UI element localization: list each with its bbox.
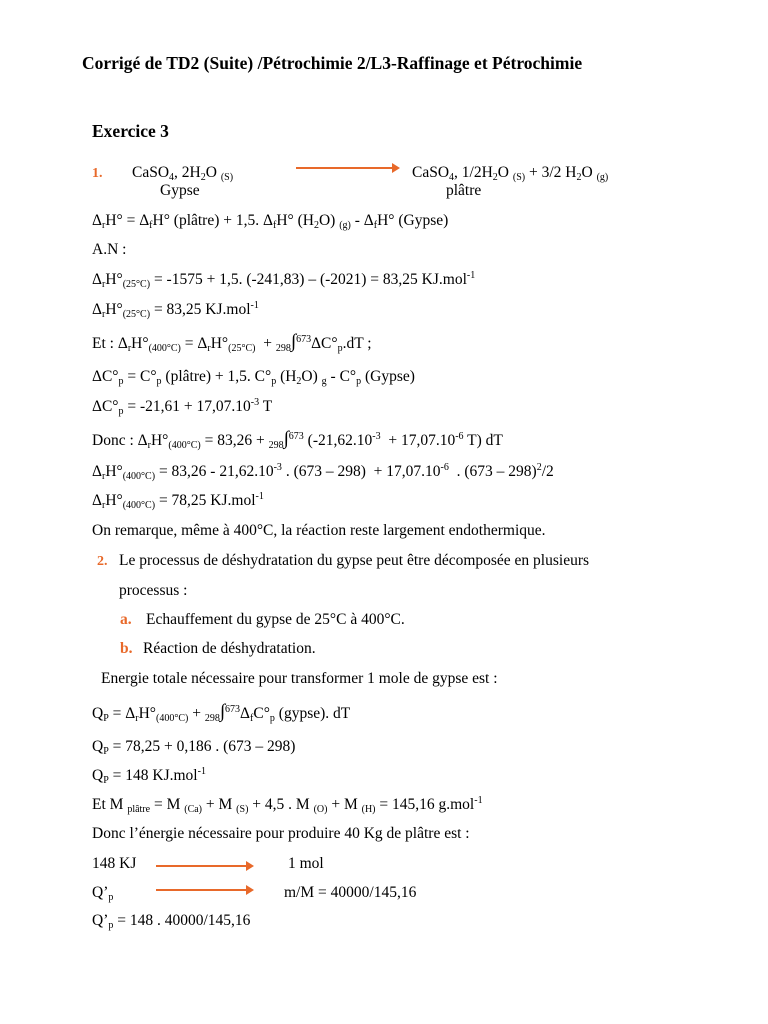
delta-cp-formula: $\Delta C^\circ_p = C^\circ_p$ (plâtre) + 1,5. $C^\circ_p$ $(H_2O)$ $_g - C^\circ_p$ (Gypse) xyxy=(92,368,415,387)
enthalpy-400-calc: $\Delta_rH^\circ_{(400^\circ C)} = 83,26 - 21,62.10^{-3}$ . $(673 - 298) + 17,07.10^{-6}$ . (673 – 298)$^2$/2 xyxy=(92,462,554,482)
item-b-label: b. xyxy=(120,640,133,657)
energy-text: Energie totale nécessaire pour transformer 1 mole de gypse est : xyxy=(101,670,498,687)
enthalpy-25: $\Delta_rH^\circ_{(25^\circ C)} = 83,25$ KJ.mol$^{-1}$ xyxy=(92,300,259,320)
item-a-label: a. xyxy=(120,611,132,628)
item-b-text: Réaction de déshydratation. xyxy=(143,640,316,657)
proportion-right-1: 1 mol xyxy=(288,855,324,872)
page-title: Corrigé de TD2 (Suite) /Pétrochimie 2/L3-Raffinage et Pétrochimie xyxy=(82,53,583,73)
proportion-arrow-2 xyxy=(156,889,252,891)
question-1-number: 1. xyxy=(92,166,103,181)
enthalpy-an: $\Delta_rH^\circ_{(25^\circ C)} = -1575 + 1,5$. (-241,83) – (-2021) = 83,25 KJ.mol$^{-1}$ xyxy=(92,270,476,290)
reactant-name: Gypse xyxy=(160,182,200,199)
proportion-left-2: $Q’_p$ xyxy=(92,884,114,903)
reaction-reactant: CaSO$_4$, $2H_2O$ $_{(S)}$ xyxy=(132,164,234,183)
final-calc: $Q’_p = 148$ . 40000/145,16 xyxy=(92,912,251,931)
molar-mass: Et M $_{plâtre}$ = M $_{(Ca)}$ + M $_{(S)}$ + 4,5 . M $_{(O)}$ + M $_{(H)}$ = 145,16 g.mol$^{-1}$ xyxy=(92,795,483,815)
reaction-arrow xyxy=(296,167,398,169)
item-a-text: Echauffement du gypse de 25°C à 400°C. xyxy=(146,611,405,628)
question-2-number: 2. xyxy=(97,554,108,569)
product-name: plâtre xyxy=(446,182,482,199)
delta-cp-value: $\Delta C^\circ_p = -21,61 + 17,07.10^{-3}$ T xyxy=(92,397,273,417)
qp-result: $Q_P = 148$ KJ.mol$^{-1}$ xyxy=(92,766,206,786)
kirchhoff-formula: Et : $\Delta_rH^\circ_{(400^\circ C)} = \Delta_rH^\circ_{(25^\circ C)} + _{298}\int^{673}\Delta C^\circ_p.dT$ ; xyxy=(92,331,372,354)
question-2-text-line1: Le processus de déshydratation du gypse peut être décomposée en plusieurs xyxy=(119,552,590,569)
exercise-heading: Exercice 3 xyxy=(92,121,169,141)
donc-energy-text: Donc l’énergie nécessaire pour produire 40 Kg de plâtre est : xyxy=(92,825,470,842)
donc-integral: Donc : $\Delta_rH^\circ_{(400^\circ C)} = 83,26 + _{298}\int^{673}$ ($-21,62.10^{-3} + 17,07.10^{-6}$ T) dT xyxy=(92,428,503,451)
qp-calc: $Q_P = 78,25 + 0,186$ . (673 – 298) xyxy=(92,738,296,757)
reaction-product: CaSO$_4$, $1/2H_2O$ $_{(S)}$ + 3/2 $H_2O$ $_{(g)}$ xyxy=(412,164,609,183)
proportion-right-2: m/M = 40000/145,16 xyxy=(284,884,417,901)
enthalpy-400-result: $\Delta_rH^\circ_{(400^\circ C)} = 78,25$ KJ.mol$^{-1}$ xyxy=(92,491,264,511)
remark-text: On remarque, même à 400°C, la réaction reste largement endothermique. xyxy=(92,522,546,539)
enthalpy-formula: $\Delta_rH^\circ = \Delta_fH^\circ$ (plâtre) + 1,5. $\Delta_fH^\circ$ $(H_2O)$ $_{(g)} - \Delta_fH^\circ$ (Gypse) xyxy=(92,212,449,231)
question-2-text-line2: processus : xyxy=(119,582,188,599)
proportion-left-1: 148 KJ xyxy=(92,855,137,872)
an-label: A.N : xyxy=(92,241,127,258)
qp-formula: $Q_P = \Delta_rH^\circ_{(400^\circ C)} + _{298}\int^{673}\Delta_fC^\circ_p$ (gypse). dT xyxy=(92,701,351,724)
proportion-arrow-1 xyxy=(156,865,252,867)
